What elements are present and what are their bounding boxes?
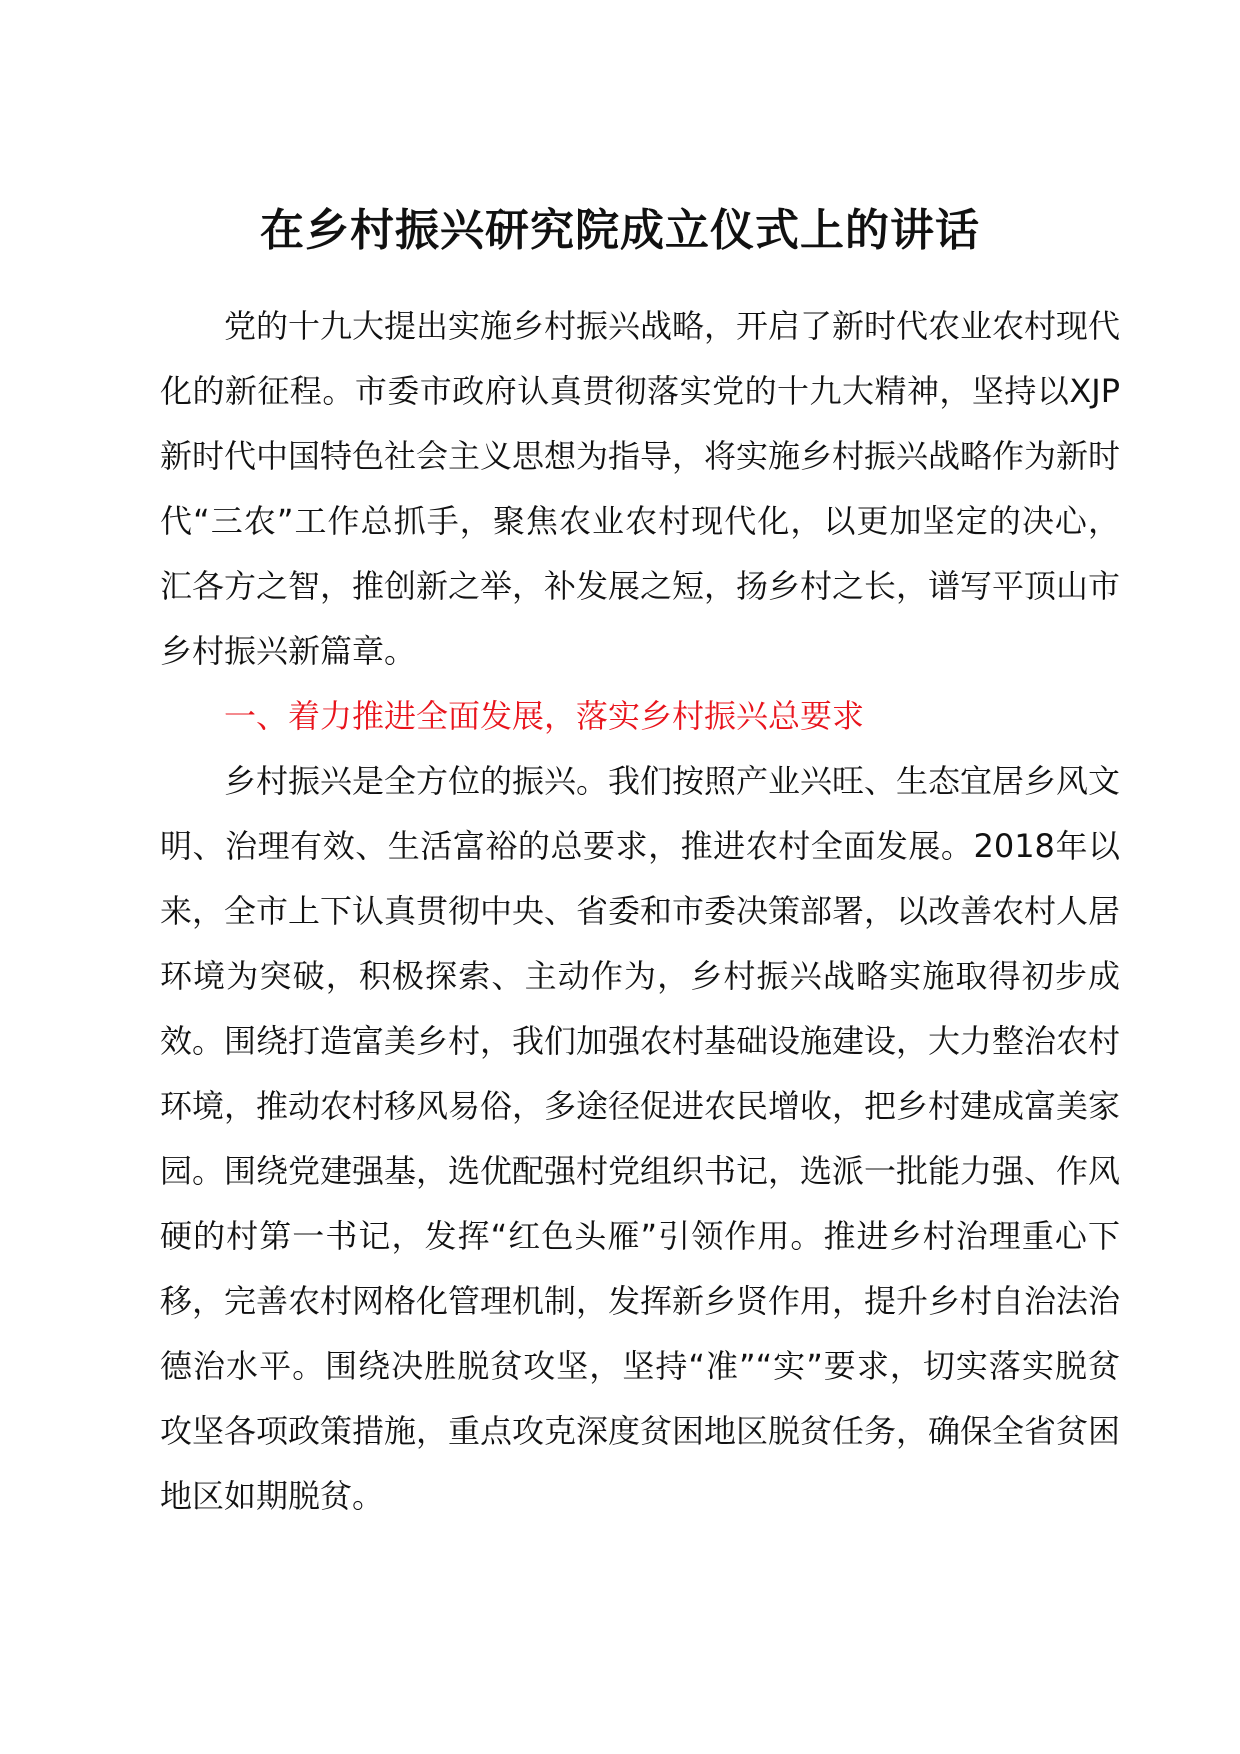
document-title: 在乡村振兴研究院成立仪式上的讲话 (260, 205, 980, 256)
section-heading: 一、着力推进全面发展，落实乡村振兴总要求 (224, 697, 865, 735)
paragraph-section-1: 乡村振兴是全方位的振兴。我们按照产业兴旺、生态宜居乡风文明、治理有效、生活富裕的总要求，推进农村全面发展。2018年以来，全市上下认真贯彻中央、省委和市委决策部署，以改善农村人居环境为突破，积极探索、主动作为，乡村振兴战略实施取得初步成效。围绕打造富美乡村，我们加强农村基础设施建设，大力整治农村环境，推动农村移风易俗，多途径促进农民增收，把乡村建成富美家园。围绕党建强基，选优配强村党组织书记，选派一批能力强、作风硬的村第一书记，发挥“红色头雁”引领作用。推进乡村治理重心下移，完善农村网格化管理机制，发挥新乡贤作用，提升乡村自治法治德治水平。围绕决胜脱贫攻坚，坚持“准”“实”要求，切实落实脱贫攻坚各项政策措施，重点攻克深度贫困地区脱贫任务，确保全省贫困地区如期脱贫。 (160, 762, 1121, 1515)
paragraph-intro: 党的十九大提出实施乡村振兴战略，开启了新时代农业农村现代化的新征程。市委市政府认真贯彻落实党的十九大精神，坚持以XJP新时代中国特色社会主义思想为指导，将实施乡村振兴战略作为新时代“三农”工作总抓手，聚焦农业农村现代化，以更加坚定的决心，汇各方之智，推创新之举，补发展之短，扬乡村之长，谱写平顶山市乡村振兴新篇章。 (160, 307, 1121, 670)
